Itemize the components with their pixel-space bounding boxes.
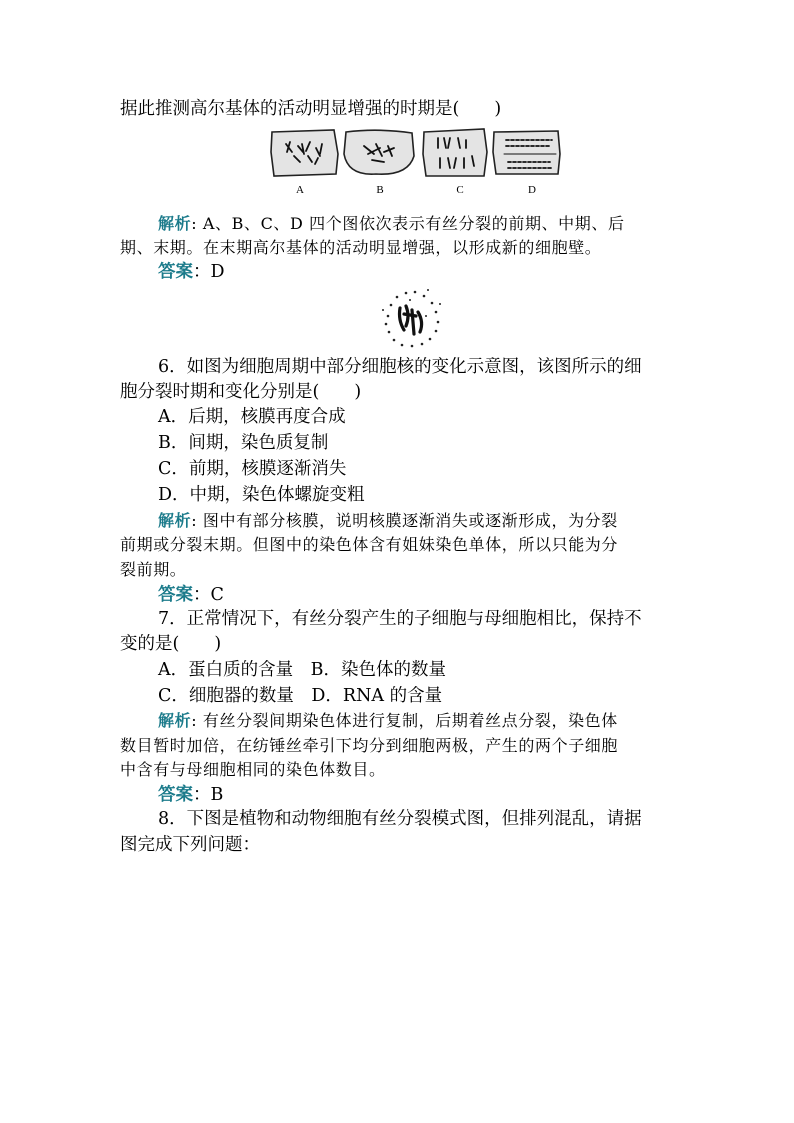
q6-nucleus-figure — [380, 286, 444, 350]
q6-analysis-line-1 — [158, 508, 618, 534]
q6-answer-value: ：C — [193, 585, 224, 605]
q7-analysis-text-1: : 有丝分裂间期染色体进行复制，后期着丝点分裂，染色体 — [191, 711, 618, 730]
q5-answer-value: ：D — [193, 262, 225, 282]
q6-option-b: B．间期，染色质复制 — [158, 433, 329, 453]
q6-analysis-line-3: 裂前期。 — [120, 560, 187, 579]
q8-stem-line-1: 8．下图是植物和动物细胞有丝分裂模式图，但排列混乱，请据 — [158, 809, 642, 829]
q6-option-a: A．后期，核膜再度合成 — [158, 407, 346, 427]
q6-answer-label: 答案 — [158, 585, 193, 605]
q7-analysis-line-2: 数目暂时加倍，在纺锤丝牵引下均分到细胞两极，产生的两个子细胞 — [120, 736, 619, 755]
q7-answer-label: 答案 — [158, 785, 193, 805]
q5-caption-b: B — [376, 184, 384, 196]
q5-analysis-label: 解析 — [158, 214, 192, 233]
q5-cell-figure — [268, 124, 564, 204]
q5-caption-c: C — [456, 184, 464, 196]
q5-stem: 据此推测高尔基体的活动明显增强的时期是( ) — [120, 99, 502, 119]
q6-stem-line-1: 6．如图为细胞周期中部分细胞核的变化示意图，该图所示的细 — [158, 357, 642, 377]
q6-nucleus-drawing — [380, 286, 444, 350]
q7-options-cd: C．细胞器的数量 D．RNA 的含量 — [158, 686, 443, 706]
q8-stem-line-2: 图完成下列问题： — [120, 835, 260, 855]
q5-answer — [158, 259, 225, 285]
q6-stem-line-2: 胞分裂时期和变化分别是( ) — [120, 382, 362, 402]
q7-answer-value: ：B — [193, 785, 224, 805]
q5-analysis-text-1: : A、B、C、D 四个图依次表示有丝分裂的前期、中期、后 — [191, 214, 625, 233]
q7-stem-line-1: 7．正常情况下，有丝分裂产生的子细胞与母细胞相比，保持不 — [158, 609, 642, 629]
q7-analysis-line-3: 中含有与母细胞相同的染色体数目。 — [120, 760, 386, 779]
q6-answer — [158, 582, 224, 608]
q6-option-c: C．前期，核膜逐渐消失 — [158, 459, 347, 479]
q7-stem-line-2: 变的是( ) — [120, 634, 222, 654]
q7-analysis-line-1 — [158, 708, 618, 734]
q7-analysis-label: 解析 — [158, 711, 192, 730]
q5-caption-d: D — [528, 184, 536, 196]
q6-analysis-text-1: : 图中有部分核膜，说明核膜逐渐消失或逐渐形成，为分裂 — [191, 511, 618, 530]
q5-answer-label: 答案 — [158, 262, 193, 282]
q7-answer — [158, 782, 223, 808]
q7-options-ab: A．蛋白质的含量 B．染色体的数量 — [158, 660, 446, 680]
q5-cell-drawings — [268, 124, 564, 180]
q5-caption-a: A — [296, 184, 304, 196]
q5-analysis-line-1 — [158, 211, 625, 237]
q5-analysis-line-2: 期、末期。在末期高尔基体的活动明显增强，以形成新的细胞壁。 — [120, 238, 602, 257]
q6-analysis-label: 解析 — [158, 511, 192, 530]
q6-analysis-line-2: 前期或分裂末期。但图中的染色体含有姐妹染色单体，所以只能为分 — [120, 535, 619, 554]
q6-option-d: D．中期，染色体螺旋变粗 — [158, 485, 365, 505]
